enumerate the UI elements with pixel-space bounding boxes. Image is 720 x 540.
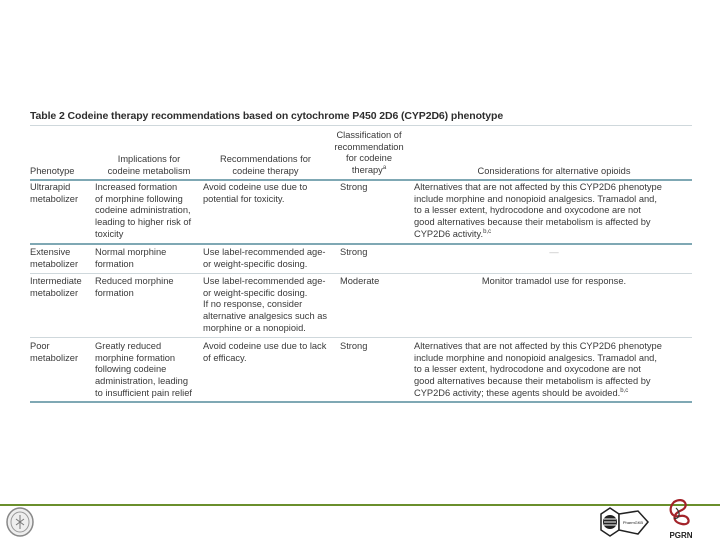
footnote-marker: b,c [483, 228, 492, 235]
cell-classification: Strong [340, 182, 368, 192]
row-rule [30, 273, 692, 274]
cell-classification: Strong [340, 247, 368, 257]
cell-classification: Strong [340, 341, 368, 351]
table-bottom-rule [30, 401, 692, 403]
footnote-marker: b,c [620, 387, 629, 394]
header-considerations: Considerations for alternative opioids [477, 166, 631, 176]
cell-recommendation: Use label-recommended age- or weight-specific dosing. If no response, consider alternative analgesics such as morphine or a nonopioid. [203, 276, 328, 333]
header-phenotype: Phenotype [30, 166, 75, 176]
header-classification-text: Classification of recommendation for codeine therapy [334, 130, 404, 176]
header-rule [30, 179, 692, 181]
pharmgkb-logo [598, 506, 654, 538]
cell-implications: Normal morphine formation [95, 247, 167, 269]
cell-phenotype: Ultrarapid metabolizer [30, 182, 79, 204]
cell-recommendation: Avoid codeine use due to potential for toxicity. [203, 182, 308, 204]
row-rule [30, 243, 692, 245]
cell-considerations: — [549, 247, 559, 257]
cell-considerations [414, 182, 694, 241]
cell-considerations: Monitor tramadol use for response. [481, 276, 627, 286]
row-rule [30, 337, 692, 338]
cell-phenotype: Intermediate metabolizer [30, 276, 82, 298]
cell-classification: Moderate [340, 276, 380, 286]
considerations-text: Alternatives that are not affected by this CYP2D6 phenotype include morphine and nonopioid analgesics. Tramadol and, to a lesser extent, hydrocodone and oxycodone are not good alternatives because their metabolism is affected by CYP2D6 activity. [414, 182, 662, 239]
table-title: Table 2 Codeine therapy recommendations based on cytochrome P450 2D6 (CYP2D6) phenotype [30, 110, 504, 122]
cell-phenotype: Poor metabolizer [30, 341, 79, 363]
pgrn-text: PGRN [669, 531, 693, 540]
cell-considerations [414, 341, 694, 400]
university-seal-logo [5, 506, 35, 538]
cell-implications: Reduced morphine formation [95, 276, 174, 298]
title-rule [30, 125, 692, 126]
cell-recommendation: Use label-recommended age- or weight-specific dosing. [203, 247, 326, 269]
header-recommendations: Recommendations for codeine therapy [220, 154, 311, 176]
cell-phenotype: Extensive metabolizer [30, 247, 79, 269]
cell-implications: Greatly reduced morphine formation following codeine administration, leading to insufficient pain relief [95, 341, 192, 398]
pharmgkb-text: PharmGKB [622, 520, 644, 525]
header-implications: Implications for codeine metabolism [107, 154, 191, 176]
cell-recommendation: Avoid codeine use due to lack of efficacy. [203, 341, 327, 363]
footnote-marker: a [382, 165, 387, 172]
header-classification [330, 130, 408, 177]
considerations-text: Alternatives that are not affected by this CYP2D6 phenotype include morphine and nonopioid analgesics. Tramadol and, to a lesser extent, hydrocodone and oxycodone are not good alternatives because their metabolism is affected by CYP2D6 activity; these agents should be avoided. [414, 341, 662, 398]
cell-implications: Increased formation of morphine following codeine administration, leading to higher risk of toxicity [95, 182, 192, 239]
pgrn-logo [664, 496, 698, 540]
